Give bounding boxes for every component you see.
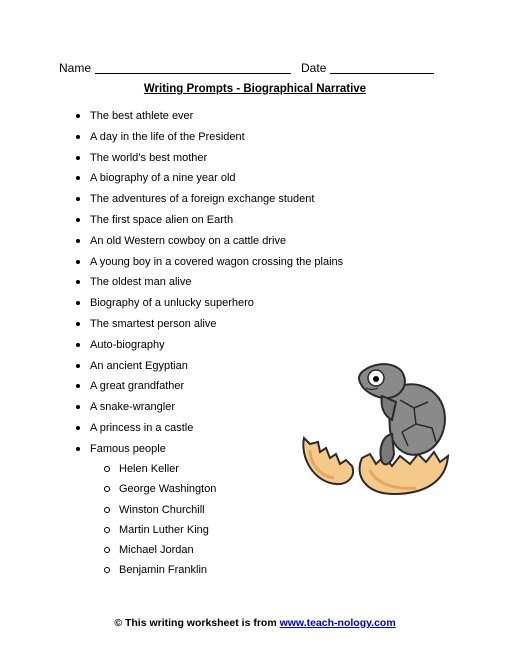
prompt-item [76,150,343,171]
bullet-icon [76,197,80,201]
prompt-item [76,212,343,233]
famous-person-item [104,461,216,481]
prompt-text: The first space alien on Earth [90,213,234,226]
prompt-text: Auto-biography [90,338,165,351]
bullet-icon [76,135,80,139]
famous-person-name: Benjamin Franklin [119,564,208,577]
prompt-text: A biography of a nine year old [90,172,236,185]
famous-person-item [104,481,216,501]
prompt-text: The adventures of a foreign exchange student [90,193,315,206]
prompt-text: A snake-wrangler [90,401,175,414]
hatching-turtle-icon [296,358,462,496]
bullet-icon [76,301,80,305]
bullet-icon [76,176,80,180]
famous-person-name: Winston Churchill [119,503,205,516]
bullet-icon [76,426,80,430]
worksheet-title: Writing Prompts - Biographical Narrative [143,83,367,95]
circle-bullet-icon [104,486,110,492]
famous-person-name: Helen Keller [119,463,179,475]
bullet-icon [76,260,80,264]
prompt-text: Famous people [90,442,166,455]
circle-bullet-icon [104,527,110,533]
famous-person-name: George Washington [119,483,217,496]
prompt-item [76,337,343,358]
famous-person-item [104,502,216,522]
famous-people-list [104,461,216,583]
prompt-item [76,274,343,295]
famous-person-name: Martin Luther King [119,523,209,536]
circle-bullet-icon [104,567,110,573]
prompt-text: The oldest man alive [90,276,192,289]
bullet-icon [76,156,80,160]
famous-person-item [104,542,216,562]
bullet-icon [76,239,80,243]
date-label: Date [301,61,327,75]
bullet-icon [76,447,80,451]
bullet-icon [76,384,80,388]
footer-credit [0,617,510,629]
circle-bullet-icon [104,507,110,513]
prompt-text: A princess in a castle [90,421,194,434]
famous-person-name: Michael Jordan [119,544,194,557]
prompt-item [76,129,343,150]
prompt-item [76,108,343,129]
prompt-item [76,191,343,212]
worksheet-title-container [0,83,510,95]
bullet-icon [76,280,80,284]
prompt-text: The best athlete ever [90,110,194,122]
bullet-icon [76,322,80,326]
prompt-text: A day in the life of the President [90,130,245,143]
prompt-item [76,316,343,337]
name-field-line [95,61,291,74]
teach-nology-link[interactable]: www.teach-nology.com [279,617,396,629]
prompt-item [76,170,343,191]
famous-person-item [104,562,216,582]
prompt-text: An old Western cowboy on a cattle drive [90,234,287,247]
bullet-icon [76,343,80,347]
prompt-text: An ancient Egyptian [90,359,188,372]
famous-person-item [104,522,216,542]
bullet-icon [76,218,80,222]
prompt-text: Biography of a unlucky superhero [90,297,254,310]
prompt-item [76,295,343,316]
bullet-icon [76,114,80,118]
prompt-item [76,254,343,275]
bullet-icon [76,364,80,368]
date-field-line [330,61,434,74]
name-label: Name [59,61,92,75]
prompt-text: A great grandfather [90,380,185,393]
prompt-item [76,233,343,254]
circle-bullet-icon [104,466,110,472]
bullet-icon [76,405,80,409]
name-date-row [59,59,434,75]
footer-prefix: © This writing worksheet is from [114,617,280,629]
prompt-text: A young boy in a covered wagon crossing the plains [90,255,344,268]
circle-bullet-icon [104,547,110,553]
prompt-text: The smartest person alive [90,317,217,330]
prompt-text: The world’s best mother [90,151,208,164]
